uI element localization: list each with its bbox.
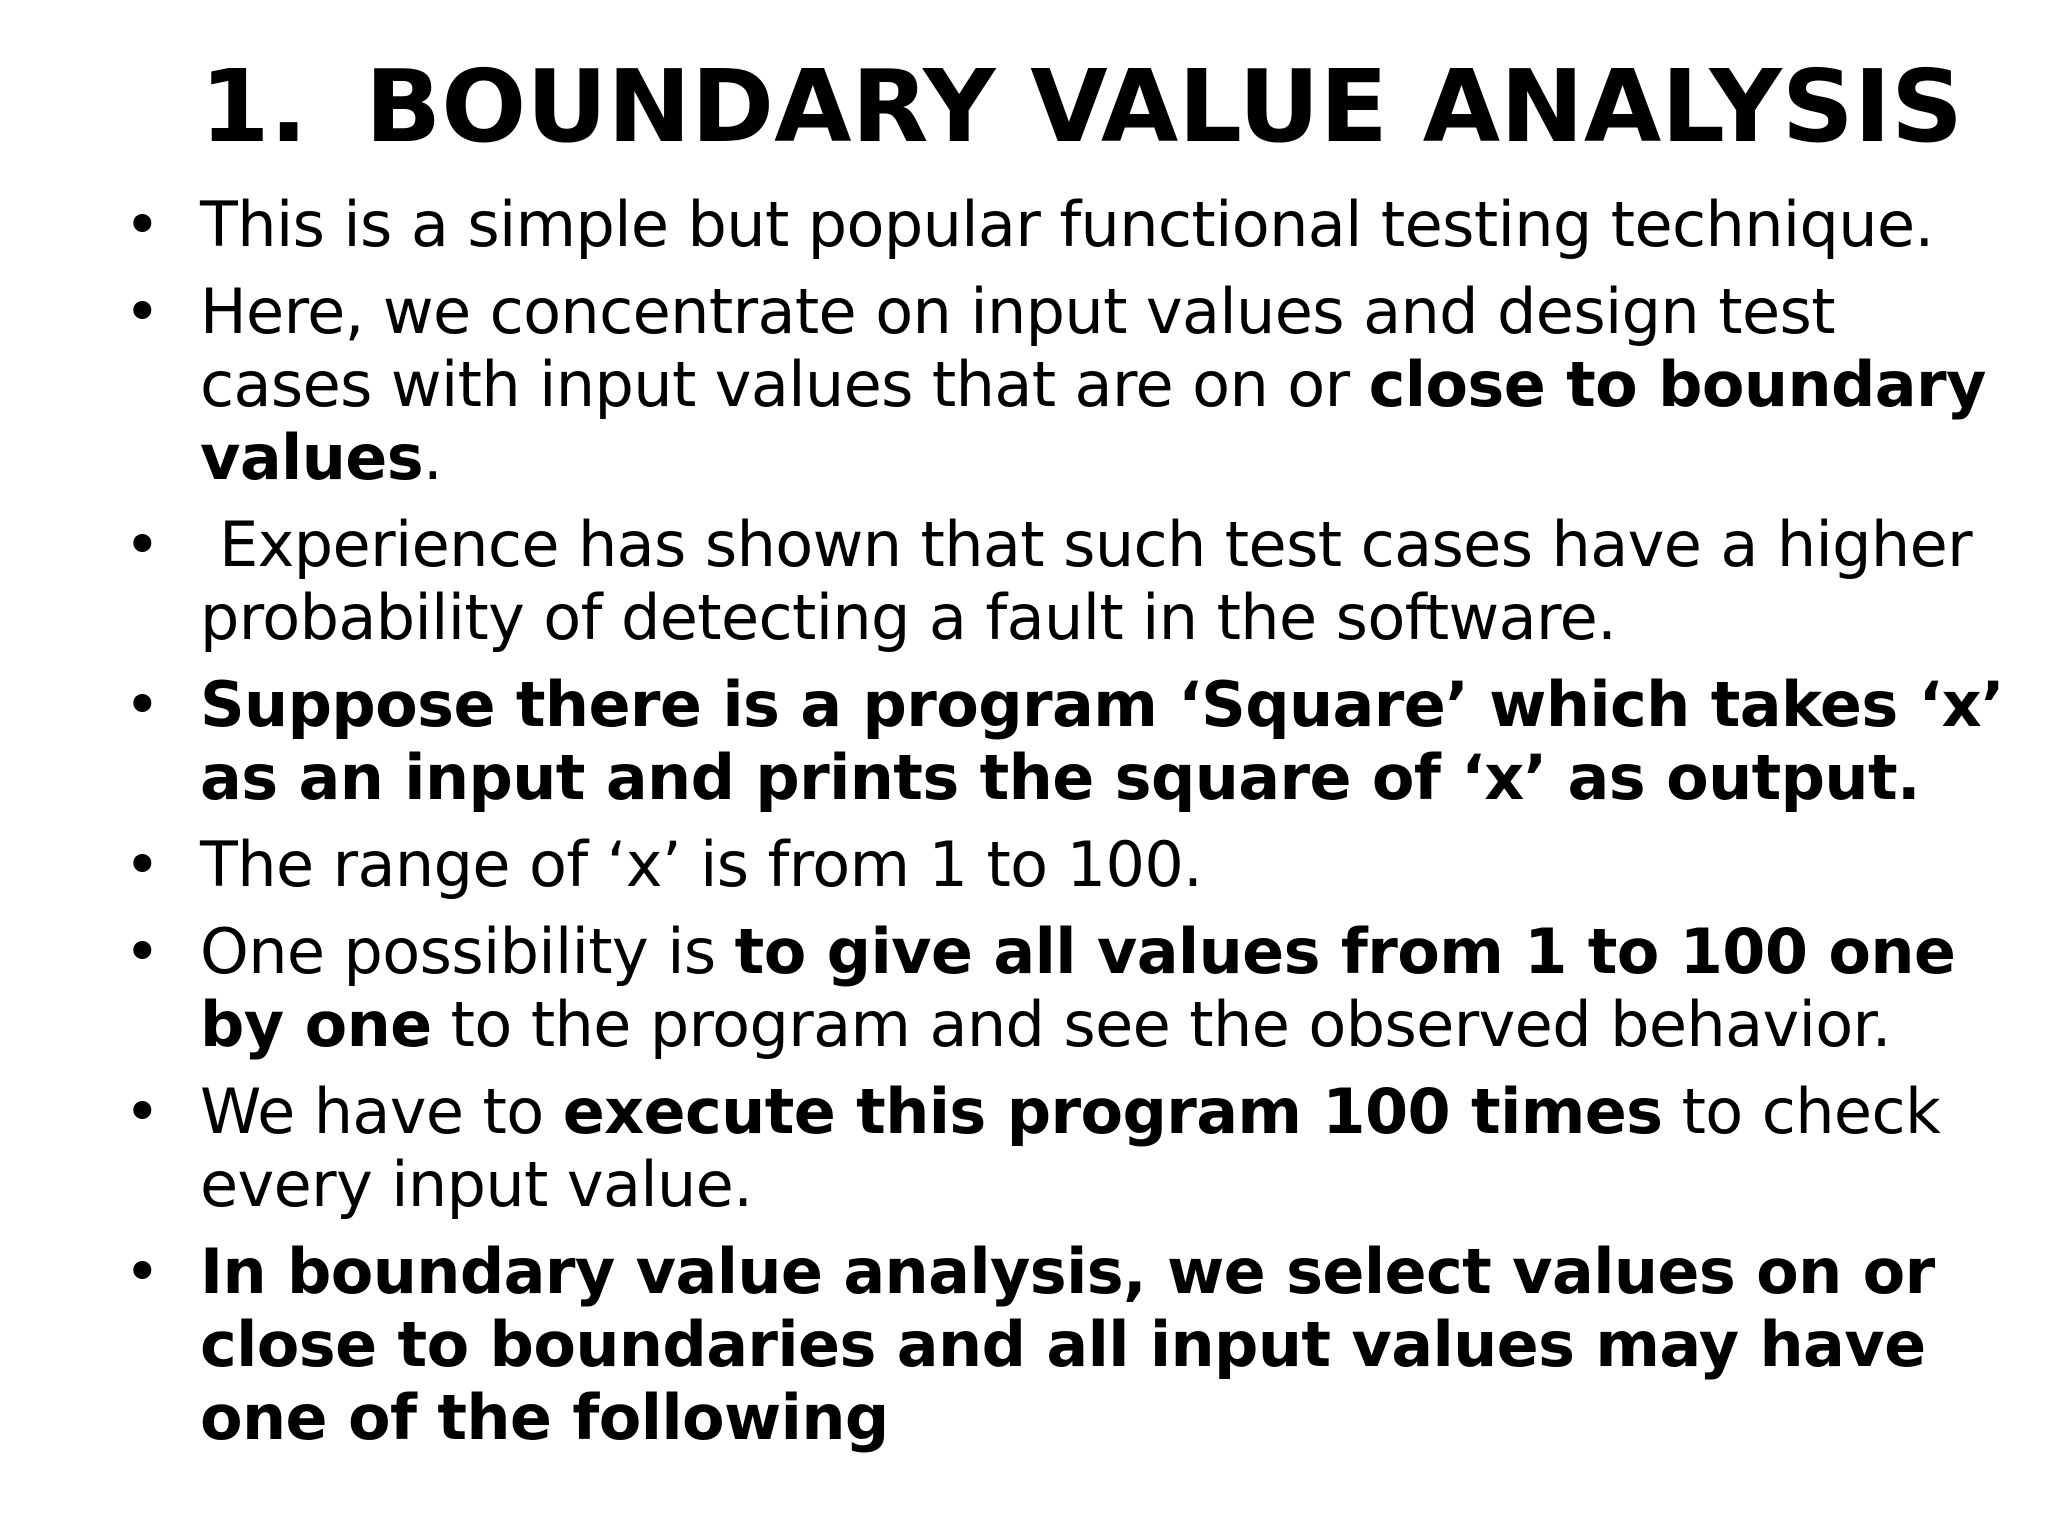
bullet-dot-icon: • (124, 828, 160, 901)
bullet-segment: . (423, 421, 443, 494)
bullet-text (200, 668, 2025, 814)
bullet-text (200, 508, 1991, 654)
bullet-text (200, 1235, 1956, 1454)
bullet-text (200, 188, 1934, 261)
bullet-item (118, 1075, 2018, 1221)
bullet-item (118, 275, 2018, 494)
bullet-segment: Here, we concentrate on input values and design test cases with input values that are on or (200, 275, 1855, 421)
bullet-item (118, 188, 2018, 261)
bullet-segment-bold: close to boundary values (200, 348, 2007, 494)
bullet-segment: We have to (200, 1075, 563, 1148)
bullet-item (118, 1235, 2018, 1454)
bullet-item (118, 508, 2018, 654)
bullet-text (200, 828, 1202, 901)
bullet-segment: The range of ‘x’ is from 1 to 100. (200, 828, 1203, 901)
bullet-segment: This is a simple but popular functional testing technique. (200, 188, 1934, 261)
bullet-segment-bold: Suppose there is a program ‘Square’ which takes ‘x’ as an input and prints the square of ‘x’ as output. (200, 668, 2025, 814)
bullet-text (200, 275, 2007, 494)
bullet-segment-bold: to give all values from 1 to 100 one by one (200, 915, 1977, 1061)
bullet-text (200, 915, 1976, 1061)
bullet-segment: One possibility is (200, 915, 735, 988)
title-number: 1. (200, 48, 308, 165)
bullet-dot-icon: • (124, 508, 160, 581)
bullet-segment-bold: execute this program 100 times (562, 1075, 1663, 1148)
bullet-item (118, 915, 2018, 1061)
title-text: BOUNDARY VALUE ANALYSIS (365, 48, 1964, 165)
bullet-item (118, 668, 2025, 814)
bullet-dot-icon: • (124, 1075, 160, 1148)
bullet-dot-icon: • (124, 668, 160, 741)
bullet-item (118, 828, 2018, 901)
bullet-segment: Experience has shown that such test cases have a higher probability of detecting a fault in the software. (200, 508, 1992, 654)
bullet-segment-bold: In boundary value analysis, we select values on or close to boundaries and all input values may have one of the following (200, 1235, 1956, 1454)
bullet-segment: to check every input value. (200, 1075, 1960, 1221)
bullet-segment: to the program and see the observed behavior. (431, 988, 1891, 1061)
bullet-list (118, 188, 2025, 1468)
bullet-dot-icon: • (124, 915, 160, 988)
bullet-dot-icon: • (124, 188, 160, 261)
slide-title (200, 42, 1963, 172)
bullet-dot-icon: • (124, 1235, 160, 1308)
bullet-text (200, 1075, 1959, 1221)
bullet-dot-icon: • (124, 275, 160, 348)
